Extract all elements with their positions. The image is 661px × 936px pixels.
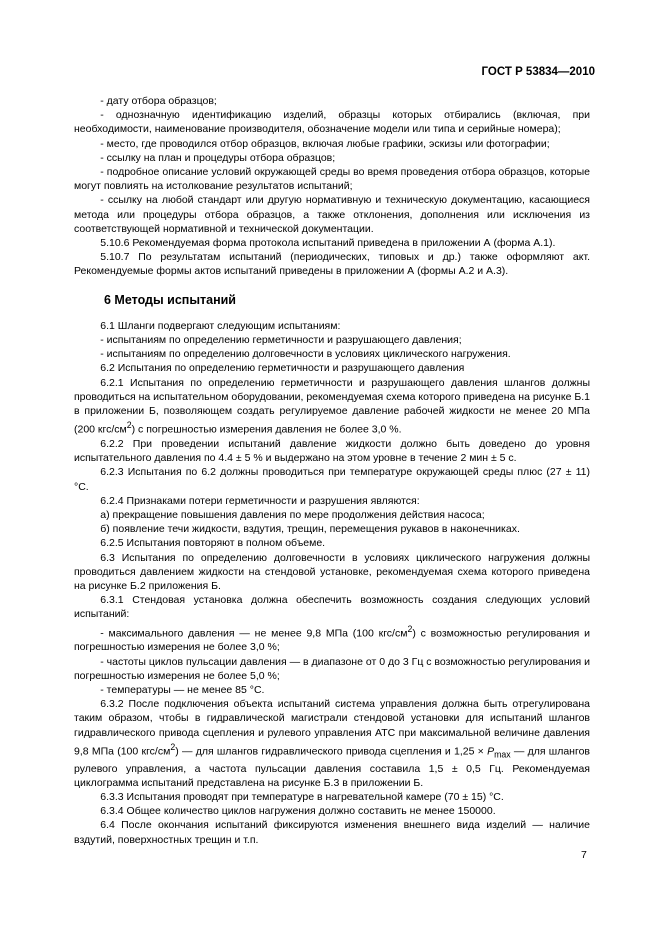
clause-6-2: 6.2 Испытания по определению герметичности и разрушающего давления [100, 362, 465, 375]
clause-5-10-7: 5.10.7 По результатам испытаний (периодических, типовых и др.) также оформляют акт. Рекомендуемые формы актов испытаний приведены в приложении А (формы А.2 и А.3). [74, 251, 590, 278]
list-item-temperature: - температуры — не менее 85 °С. [100, 683, 265, 696]
list-item-tightness-tests: - испытаниям по определению герметичности и разрушающего давления; [100, 334, 462, 347]
list-item-plan-reference: - ссылку на план и процедуры отбора образцов; [100, 151, 336, 164]
clause-6-4: 6.4 После окончания испытаний фиксируются изменения внешнего вида изделий — наличие вздутий, поверхностных трещин и т.п. [74, 819, 590, 846]
list-item-leak: б) появление течи жидкости, вздутия, трещин, перемещения рукавов в наконечниках. [100, 523, 520, 536]
clause-6-3-3: 6.3.3 Испытания проводят при температуре в нагревательной камере (70 ± 15) °С. [100, 790, 504, 803]
document-id: ГОСТ Р 53834—2010 [481, 66, 595, 78]
list-item-sampling-place: - место, где проводился отбор образцов, включая любые графики, эскизы или фотографии; [100, 137, 550, 150]
list-item-pulse-frequency: - частоты циклов пульсации давления — в диапазоне от 0 до 3 Гц с возможностью регулирования и погрешностью измерения не более 5,0 %; [74, 655, 590, 682]
clause-6-3: 6.3 Испытания по определению долговечности в условиях циклического нагружения должны проводиться давлением жидкости на стендовой установке, рекомендуемая схема которого приведена на рисунке Б.2 приложения Б. [74, 551, 590, 592]
list-item-durability-tests: - испытаниям по определению долговечности в условиях циклического нагружения. [100, 348, 511, 361]
clause-6-3-2: 6.3.2 После подключения объекта испытаний система управления должна быть отрегулирована таким образом, чтобы в гидравлической магистрали стендовой установки для испытаний шлангов гидравлического привода сцепления и рулевого управления АТС при максимальной величине давления 9,8 МПа (100 кгс/$см^2$) — для шлангов гидравлического привода сцепления и $1,25 \times P_{max}$ — для шлангов рулевого управления, а частота пульсации давления составила 1,5 ± 0,5 Гц. Рекомендуемая циклограмма испытаний представлена на рисунке Б.3 в приложении Б. [74, 698, 590, 789]
list-item-standard-reference: - ссылку на любой стандарт или другую нормативную и техническую документацию, касающиеся метода или процедуры отбора образцов, а также отклонения, дополнения или исключения из соответствующей нормативной и технической документации. [74, 194, 590, 235]
clause-6-1: 6.1 Шланги подвергают следующим испытаниям: [100, 319, 341, 332]
clause-6-2-1: 6.2.1 Испытания по определению герметичности и разрушающего давления шлангов должны проводиться на испытательном оборудовании, рекомендуемая схема которого приведена на рисунке Б.1 в приложении Б, позволяющем создать регулируемое давление рабочей жидкости не менее 20 МПа (200 кгс/$см^2$) с погрешностью измерения давления не более 3,0 %. [74, 376, 590, 436]
list-item-sampling-date: - дату отбора образцов; [100, 95, 217, 107]
clause-6-2-2: 6.2.2 При проведении испытаний давление жидкости должно быть доведено до уровня испытательного давления по 4.4 ± 5 % и выдержано на этом уровне в течение 2 мин ± 5 с. [74, 437, 590, 465]
list-item-environment: - подробное описание условий окружающей среды во время проведения отбора образцов, которые могут повлиять на истолкование результатов испытаний; [74, 166, 590, 193]
section-title: 6 Методы испытаний [104, 292, 236, 307]
clause-6-2-3: 6.2.3 Испытания по 6.2 должны проводиться при температуре окружающей среды плюс (27 ± 11) °С. [74, 466, 590, 493]
clause-6-3-4: 6.3.4 Общее количество циклов нагружения должно составить не менее 150000. [100, 805, 496, 818]
clause-6-2-4: 6.2.4 Признаками потери герметичности и разрушения являются: [100, 494, 420, 507]
list-item-pressure-stop: а) прекращение повышения давления по мере продолжения действия насоса; [100, 508, 485, 521]
page-number: 7 [581, 849, 587, 861]
clause-6-3-1: 6.3.1 Стендовая установка должна обеспечить возможность создания следующих условий испытаний: [74, 594, 590, 621]
page-body [74, 94, 590, 847]
list-item-max-pressure: - максимального давления — не менее 9,8 МПа (100 кгс/$см^2$) с возможностью регулирования и погрешностью измерения не более 3,0 %; [74, 623, 590, 654]
clause-6-2-5: 6.2.5 Испытания повторяют в полном объеме. [100, 537, 326, 550]
clause-5-10-6: 5.10.6 Рекомендуемая форма протокола испытаний приведена в приложении А (форма А.1). [100, 237, 556, 250]
list-item-identification: - однозначную идентификацию изделий, образцы которых отбирались (включая, при необходимости, наименование производителя, обозначение модели или типа и серийные номера); [74, 109, 590, 136]
